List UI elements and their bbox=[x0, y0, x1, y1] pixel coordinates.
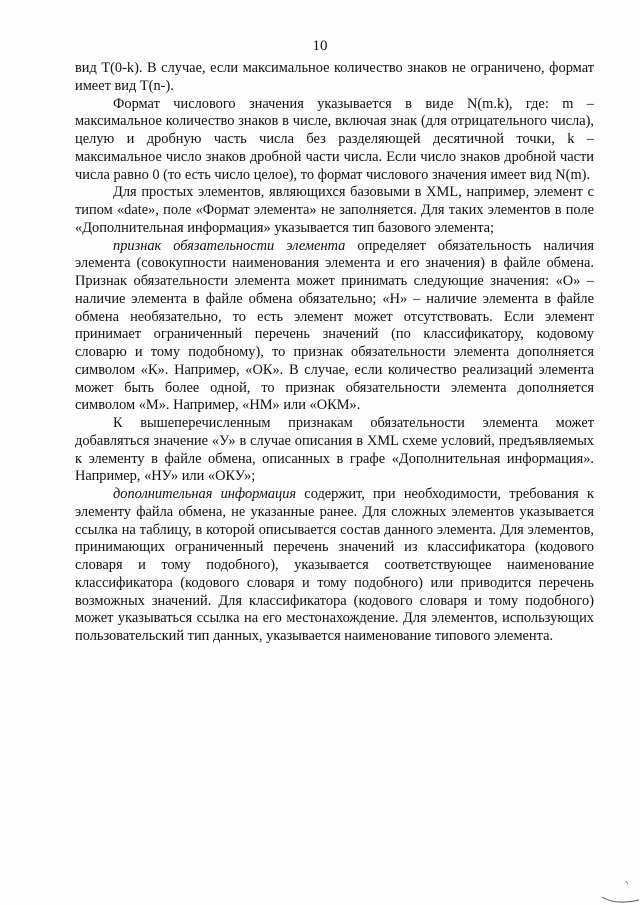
paragraph-2 bbox=[75, 96, 594, 185]
paragraph-3-text: Для простых элементов, являющихся базовыми в XML, например, элемент с типом «date», поле «Формат элемента» не заполняется. Для таких элементов в поле «Дополнительная информация» указывается тип базового элемента; bbox=[75, 184, 594, 236]
paragraph-4 bbox=[75, 238, 594, 416]
paragraph-6-text: содержит, при необходимости, требования к элементу файла обмена, не указанные ранее. Для сложных элементов указывается ссылка на таблицу, в которой описывается состав данного элемента. Для элементов, принимающих ограниченный перечень значений из классификатора (кодового словаря и тому подобного), указывается соответствующее наименование классификатора (кодового словаря и тому подобного) или приводится перечень возможных значений. Для классификатора (кодового словаря и тому подобного) может указываться ссылка на его местонахождение. Для элементов, использующих пользовательский тип данных, указывается наименование типового элемента. bbox=[75, 486, 594, 644]
paragraph-6-term: дополнительная информация bbox=[113, 486, 297, 502]
paragraph-1-text: вид T(0-k). В случае, если максимальное количество знаков не ограничено, формат имеет вид T(n-). bbox=[75, 60, 594, 94]
corner-scan-mark bbox=[600, 875, 640, 905]
page-number: 10 bbox=[312, 38, 328, 54]
paragraph-1 bbox=[75, 60, 594, 96]
paragraph-4-term: признак обязательности элемента bbox=[113, 237, 346, 254]
paragraph-5-text: К вышеперечисленным признакам обязательности элемента может добавляться значение «У» в случае описания в XML схеме условий, предъявляемых к элементу в файле обмена, описанных в графе «Дополнительная информация». Например, «НУ» или «ОКУ»; bbox=[75, 415, 594, 485]
paragraph-2-text: Формат числового значения указывается в виде N(m.k), где: m – максимальное количество знаков в числе, включая знак (для отрицательного числа), целую и дробную часть числа без разделяющей десятичной точки, k – максимальное число знаков дробной части числа. Если число знаков дробной части числа равно 0 (то есть число целое), то формат числового значения имеет вид N(m). bbox=[75, 95, 594, 183]
paragraph-4-text: определяет обязательность наличия элемента (совокупности наименования элемента и его значения) в файле обмена. Признак обязательности элемента может принимать следующие значения: «О» – наличие элемента в файле обмена обязательно; «Н» – наличие элемента в файле обмена необязательно, то есть элемент может отсутствовать. Если элемент принимает ограниченный перечень значений (по классификатору, кодовому словарю и тому подобному), то признак обязательности элемента дополняется символом «К». Например, «ОК». В случае, если количество реализаций элемента может быть более одной, то признак обязательности элемента дополняется символом «М». Например, «НМ» или «ОКМ». bbox=[75, 237, 594, 414]
body-text bbox=[75, 60, 594, 646]
paragraph-6 bbox=[75, 486, 594, 646]
paragraph-5 bbox=[75, 415, 594, 486]
paragraph-3 bbox=[75, 184, 594, 237]
